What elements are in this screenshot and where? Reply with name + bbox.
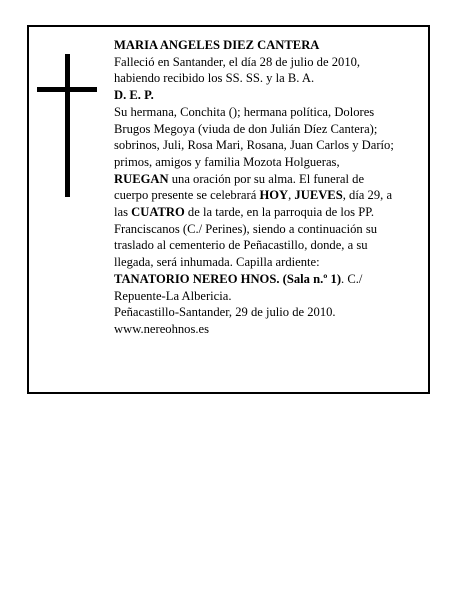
funeral-line-4: traslado al cementerio de Peñacastillo, donde, a su [114,238,368,253]
tanatorio-rest-text: . C./ [341,271,363,286]
funeral-text-c: las [114,205,132,220]
dep-text: D. E. P. [114,88,154,103]
family-line-3: sobrinos, Juli, Rosa Mari, Rosana, Juan Carlos y Darío; [114,138,394,153]
ruegan-text: RUEGAN [114,171,169,186]
funeral-line-3: Franciscanos (C./ Perines), siendo a continuación su [114,221,378,236]
prayer-line [114,171,414,188]
family-line-4: primos, amigos y familia Mozota Holgueras, [114,154,340,169]
tanatorio-line [114,271,414,288]
latin-cross-icon [37,54,97,197]
funeral-line-5: llegada, será inhumada. Capilla ardiente: [114,255,320,270]
tanatorio-text: TANATORIO NEREO HNOS. (Sala n.º 1) [114,271,342,286]
address-line: Repuente-La Albericia. [114,288,232,303]
place-date-line: Peñacastillo-Santander, 29 de julio de 2010. [114,305,336,320]
family-line-1: Su hermana, Conchita (); hermana política, Dolores [114,104,375,119]
cross-horizontal-bar [37,87,97,92]
deceased-name [114,37,414,54]
funeral-line-1 [114,187,414,204]
dep-line [114,87,414,104]
funeral-text-d: de la tarde, en la parroquia de los PP. [184,205,374,220]
funeral-text-b: , día 29, a [342,188,393,203]
cross-vertical-bar [65,54,70,197]
obituary-text [114,37,414,338]
prayer-rest-text: una oración por su alma. El funeral de [168,171,365,186]
funeral-text-a: cuerpo presente se celebrará [114,188,260,203]
funeral-line-2 [114,204,414,221]
family-line-2: Brugos Megoya (viuda de don Julián Díez Cantera); [114,121,378,136]
death-line-2: habiendo recibido los SS. SS. y la B. A. [114,71,315,86]
death-line-1: Falleció en Santander, el día 28 de julio de 2010, [114,54,361,69]
comma-text: , [288,188,295,203]
deceased-name-text: MARIA ANGELES DIEZ CANTERA [114,38,320,52]
hoy-text: HOY [259,188,289,203]
cuatro-text: CUATRO [131,205,185,220]
website-line: www.nereohnos.es [114,321,210,336]
jueves-text: JUEVES [294,188,343,203]
